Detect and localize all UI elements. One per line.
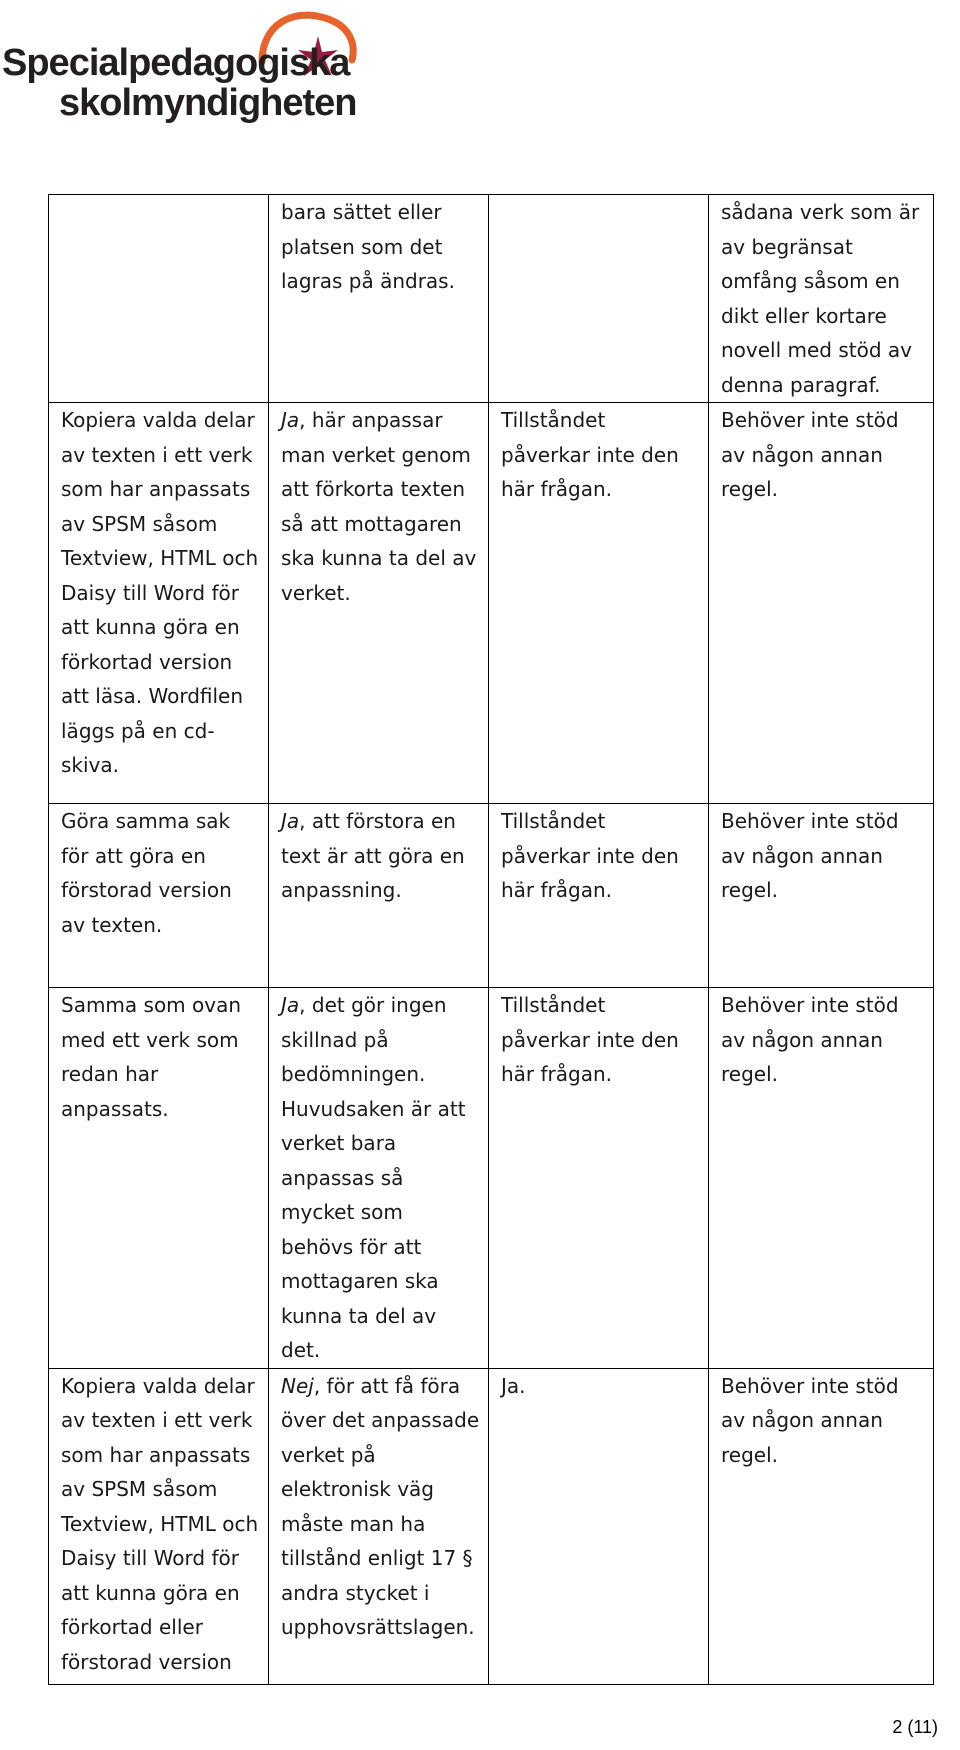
table-cell: sådana verk som är av begränsat omfång såsom en dikt eller kortare novell med stöd av denna paragraf. xyxy=(709,195,934,403)
table-cell xyxy=(49,195,269,403)
table-cell: Ja. xyxy=(489,1368,709,1684)
table-cell: Tillståndet påverkar inte den här frågan. xyxy=(489,403,709,804)
table-cell: Ja, det gör ingen skillnad på bedömningen. Huvudsaken är att verket bara anpassas så mycket som behövs för att mottagaren ska kunna ta del av det. xyxy=(269,988,489,1369)
table-row xyxy=(49,403,934,804)
table-cell: bara sättet eller platsen som det lagras på ändras. xyxy=(269,195,489,403)
table-cell: Tillståndet påverkar inte den här frågan. xyxy=(489,804,709,988)
logo-line2: skolmyndigheten xyxy=(59,82,357,124)
table-cell: Behöver inte stöd av någon annan regel. xyxy=(709,403,934,804)
table-row xyxy=(49,988,934,1369)
rights-table xyxy=(48,194,934,1685)
table-row xyxy=(49,195,934,403)
table-row xyxy=(49,1368,934,1684)
table-cell: Nej, för att få föra över det anpassade verket på elektronisk väg måste man ha tillstånd enligt 17 § andra stycket i upphovsrättslagen. xyxy=(269,1368,489,1684)
table-cell: Behöver inte stöd av någon annan regel. xyxy=(709,1368,934,1684)
logo-line1: Specialpedagogiska xyxy=(2,42,350,84)
table-row xyxy=(49,804,934,988)
table-cell: Ja, att förstora en text är att göra en anpassning. xyxy=(269,804,489,988)
table-cell: Kopiera valda delar av texten i ett verk som har anpassats av SPSM såsom Textview, HTML och Daisy till Word för att kunna göra en förkortad eller förstorad version xyxy=(49,1368,269,1684)
table-cell: Göra samma sak för att göra en förstorad version av texten. xyxy=(49,804,269,988)
table-cell: Behöver inte stöd av någon annan regel. xyxy=(709,988,934,1369)
table-cell: Behöver inte stöd av någon annan regel. xyxy=(709,804,934,988)
table-cell xyxy=(489,195,709,403)
logo xyxy=(0,0,400,125)
table-cell: Tillståndet påverkar inte den här frågan. xyxy=(489,988,709,1369)
table-cell: Ja, här anpassar man verket genom att förkorta texten så att mottagaren ska kunna ta del av verket. xyxy=(269,403,489,804)
page-number: 2 (11) xyxy=(892,1717,938,1737)
table-cell: Kopiera valda delar av texten i ett verk som har anpassats av SPSM såsom Textview, HTML och Daisy till Word för att kunna göra en förkortad version att läsa. Wordfilen läggs på en cd-skiva. xyxy=(49,403,269,804)
table-cell: Samma som ovan med ett verk som redan har anpassats. xyxy=(49,988,269,1369)
